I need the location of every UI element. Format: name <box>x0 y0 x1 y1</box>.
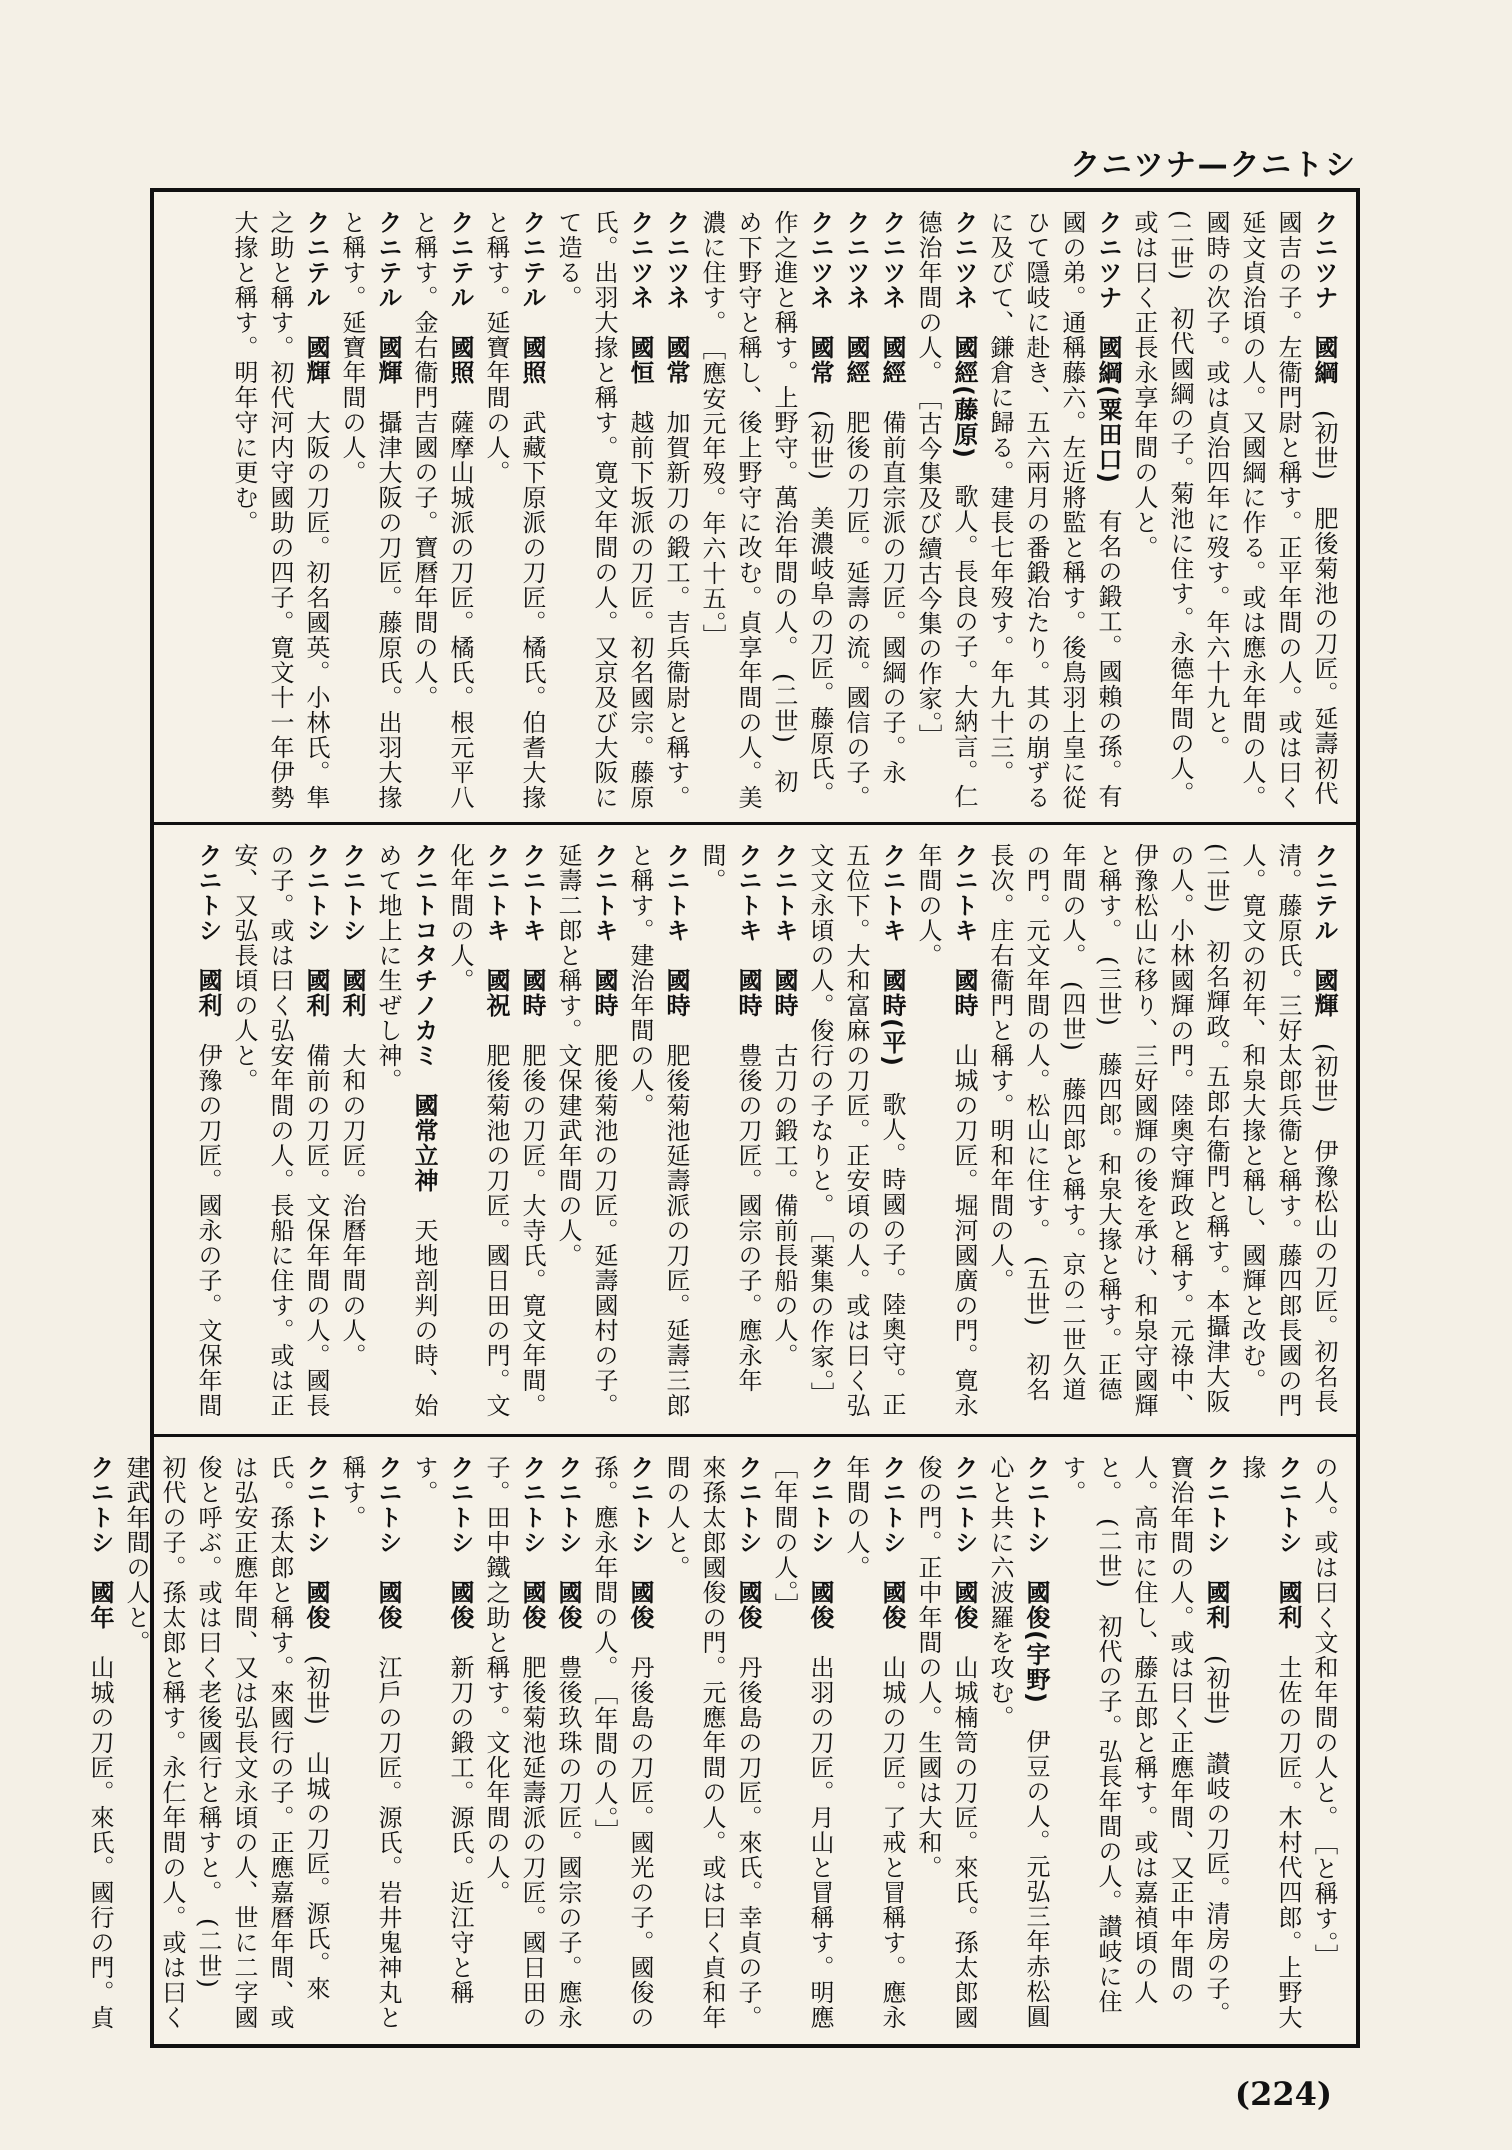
entry-headword: クニトシ 國俊(宇野) <box>1022 1455 1050 1729</box>
entry-headword: クニトコタチノカミ 國常立神 <box>410 843 438 1218</box>
entry-definition: 大阪の刀匠。初名國英。小林氏。隼之助と稱す。初代河内守國助の四子。寛文十一年伊勢大掾と稱す。明年守に更む。 <box>230 210 330 810</box>
dictionary-entry <box>550 210 658 812</box>
dictionary-entry <box>514 843 550 1424</box>
entry-headword: クニトキ 國時 <box>590 843 618 1043</box>
entry-definition: 伊豫の刀匠。國永の子。文保年間 <box>194 1043 222 1418</box>
entry-headword: クニトキ 國時 <box>950 843 978 1043</box>
dictionary-entry <box>982 210 1126 812</box>
entry-definition: 丹後島の刀匠。國光の子。國俊の孫。應永年間の人。 ［年間の人。］ <box>590 1455 654 2030</box>
entry-headword: クニトシ 國年 <box>86 1455 114 1655</box>
entry-definition: 歌人。長良の子。大納言。仁德治年間の人。 ［古今集及び續古今集の作家。］ <box>914 210 978 809</box>
entry-definition: 備前の刀匠。文保年間の人。國長の子。或は曰く弘安年間の人。長船に住す。或は正安、又弘長頃の人と。 <box>230 843 330 1418</box>
entry-definition: 加賀新刀の鍛工。吉兵衞尉と稱す。 <box>662 410 690 810</box>
dictionary-entry <box>478 210 550 812</box>
page-number: (224) <box>1234 2075 1332 2113</box>
entry-headword: クニツネ 國經(藤原) <box>950 210 978 484</box>
entry-headword: クニツナ 國綱 <box>1310 210 1338 410</box>
entry-headword: クニトシ 國利 <box>194 843 222 1043</box>
dictionary-entry <box>550 843 622 1424</box>
entry-headword: クニトキ 國時 <box>770 843 798 1043</box>
entry-headword: クニツネ 國常 <box>662 210 690 410</box>
dictionary-entry <box>1126 210 1198 812</box>
entry-definition: 歌人。時國の子。陸奧守。正五位下。大和富麻の刀匠。正安頃の人。或は曰く弘文文永頃の人。俊行の子なりと。 ［薬集の作家。］ <box>806 843 906 1418</box>
dictionary-entry <box>1198 210 1342 812</box>
entry-headword: クニトキ 國時 <box>518 843 546 1043</box>
dictionary-entry <box>550 1455 586 2038</box>
entry-definition: 丹後島の刀匠。來氏。幸貞の子。來孫太郎國俊の門。元應年間の人。或は曰く貞和年間の人と。 <box>662 1455 762 2030</box>
entry-headword: クニトキ 國時 <box>734 843 762 1043</box>
dictionary-entry <box>190 843 226 1424</box>
dictionary-entry <box>910 843 982 1424</box>
entry-definition: 天地剖判の時、始めて地上に生ぜし神。 <box>374 843 438 1418</box>
dictionary-entry <box>802 843 910 1424</box>
entry-definition: 古刀の鍛工。備前長船の人。 <box>770 1043 798 1368</box>
entry-definition: (初世) 肥後菊池の刀匠。延壽初代國吉の子。左衞門尉と稱す。正平年間の人。或は曰く延文貞治頃の人。又國綱に作る。或は應永年間の人。國時の次子。或は貞治四年に歿す。年六十九と。 <box>1202 210 1338 810</box>
entry-definition: の人。或は曰く文和年間の人と。 ［と稱す。］ <box>1310 1455 1338 1969</box>
dictionary-entry <box>982 843 1234 1424</box>
dictionary-entry <box>766 1455 838 2055</box>
dictionary-entry <box>406 1455 478 2038</box>
dictionary-entry <box>694 210 838 812</box>
entry-definition: 武藏下原派の刀匠。橘氏。伯耆大掾と稱す。延寶年間の人。 <box>482 210 546 810</box>
entry-definition: 山城の刀匠。了戒と冒稱す。應永年間の人。 <box>842 1455 906 2030</box>
dictionary-entry <box>982 1455 1054 2038</box>
entry-headword: クニトキ 國時(平) <box>878 843 906 1092</box>
entry-headword: クニツネ 國常 <box>806 210 834 410</box>
entry-definition: 伊豆の人。元弘三年赤松圓心と共に六波羅を攻む。 <box>986 1455 1050 2029</box>
section-middle <box>154 822 1356 1434</box>
entry-definition: 大和の刀匠。治曆年間の人。 <box>338 1043 366 1368</box>
entry-headword: クニツネ 國恒 <box>626 210 654 410</box>
running-header: クニツナ—クニトシ <box>1070 148 1357 183</box>
dictionary-entry <box>1306 1455 1342 2038</box>
section-bottom <box>86 1434 1356 2055</box>
entry-headword: クニトシ 國利 <box>1202 1455 1230 1655</box>
entry-definition: (初世) 山城の刀匠。源氏。來氏。孫太郎と稱す。來國行の子。正應嘉曆年間、或は弘安正應年間、又は弘長文永頃の人、世に二字國俊と呼ぶ。或は曰く老後國行と稱すと。 (二世) 初代の子。孫太郎と稱す。永仁年間の人。或は曰く建武年間の人と。 <box>122 1455 330 2030</box>
entry-definition: 備前直宗派の刀匠。國綱の子。永 <box>878 410 906 785</box>
dictionary-entry <box>658 1455 766 2038</box>
dictionary-entry <box>118 1455 334 2038</box>
entry-definition: 薩摩山城派の刀匠。橘氏。根元平八と稱す。金右衞門吉國の子。寶曆年間の人。 <box>410 210 474 810</box>
entry-headword: クニテル 國輝 <box>374 210 402 410</box>
section-text <box>168 210 1342 812</box>
entry-headword: クニトシ 國俊 <box>302 1455 330 1655</box>
entry-headword: クニトキ 國祝 <box>482 843 510 1043</box>
dictionary-entry <box>478 1455 550 2038</box>
dictionary-entry <box>1054 1455 1234 2038</box>
entry-headword: クニトシ 國利 <box>1274 1455 1302 1655</box>
entry-headword: クニトシ 國俊 <box>554 1455 582 1655</box>
entry-headword: クニトシ 國俊 <box>518 1455 546 1655</box>
entry-headword: クニテル 國照 <box>446 210 474 410</box>
dictionary-entry <box>658 210 694 812</box>
entry-headword: クニトシ 國俊 <box>734 1455 762 1655</box>
entry-definition: 攝津大阪の刀匠。藤原氏。出羽大掾と稱す。延寶年間の人。 <box>338 210 402 810</box>
dictionary-entry <box>442 843 514 1424</box>
dictionary-entry <box>838 1455 910 2038</box>
entry-definition: (初世) 讃岐の刀匠。清房の子。寶治年間の人。或は曰く正應年間、又正中年間の人。高市に住し、藤五郎と稱す。或は嘉禎頃の人と。 (二世) 初代の子。弘長年間の人。讃岐に住す。 <box>1058 1455 1230 2026</box>
dictionary-entry <box>226 843 334 1424</box>
entry-definition: 肥後の刀匠。延壽の流。國信の子。 <box>842 410 870 810</box>
entry-headword: クニトキ 國時 <box>662 843 690 1043</box>
entry-definition: 山城の刀匠。來氏。國行の門。貞 <box>86 1655 114 2030</box>
entry-headword: クニトシ 國利 <box>338 843 366 1043</box>
entry-definition: 肥後菊池の刀匠。延壽國村の子。延壽二郎と稱す。文保建武年間の人。 <box>554 843 618 1418</box>
dictionary-entry <box>406 210 478 812</box>
entry-definition: 肥後菊池延壽派の刀匠。延壽三郎と稱す。建治年間の人。 <box>626 843 690 1418</box>
entry-definition: (初世) 美濃岐阜の刀匠。藤原氏。作之進と稱す。上野守。萬治年間の人。 (二世) 初め下野守と稱し、後上野守に改む。貞享年間の人。美濃に住す。 ［應安元年歿。年六十五。］ <box>698 210 834 810</box>
entry-headword: クニトシ 國利 <box>302 843 330 1043</box>
entry-headword: クニツネ 國經 <box>878 210 906 410</box>
section-top <box>154 192 1356 822</box>
entry-definition: 肥後菊池の刀匠。國日田の門。文化年間の人。 <box>446 843 510 1418</box>
dictionary-entry <box>334 210 406 812</box>
entry-headword: クニテル 國輝 <box>1310 843 1338 1043</box>
entry-definition: 有名の鍛工。國賴の孫。有國の弟。通稱藤六。左近將監と稱す。後鳥羽上皇に從ひて隱岐に赴き、五六兩月の番鍛冶たり。其の崩ずるに及びて、鎌倉に歸る。建長七年歿す。年九十三。 <box>986 210 1122 810</box>
dictionary-entry <box>334 1455 406 2038</box>
entry-headword: クニツネ 國經 <box>842 210 870 410</box>
entry-definition: (初世) 伊豫松山の刀匠。初名長清。藤原氏。三好太郎兵衞と稱す。藤四郎長國の門人。寛文の初年、和泉大掾と稱し、國輝と改む。 <box>1238 843 1338 1418</box>
entry-definition: 出羽の刀匠。月山と冒稱す。明應 ［年間の人。］ <box>770 1455 834 2055</box>
dictionary-entry <box>766 843 802 1424</box>
entry-headword: クニトシ 國俊 <box>950 1455 978 1655</box>
dictionary-entry <box>910 1455 982 2038</box>
entry-definition: (二世) 初名輝政。五郎右衞門と稱す。本攝津大阪の人。小林國輝の門。陸奧守輝政と稱す。元祿中、伊豫松山に移り、三好國輝の後を承け、和泉守國輝と稱す。 (三世) 藤四郎。和泉大掾と稱す。正德年間の人。 (四世) 藤四郎と稱す。京の二世久道の門。元文年間の人。松山に住す。 (五世) 初名長次。庄右衞門と稱す。明和年間の人。 <box>986 843 1230 1418</box>
entry-definition: 豊後玖珠の刀匠。國宗の子。應永 <box>554 1655 582 2030</box>
entry-definition: (二世) 初代國綱の子。菊池に住す。永德年間の人。或は曰く正長永享年間の人と。 <box>1130 210 1194 806</box>
entry-definition: 土佐の刀匠。木村代四郎。上野大掾 <box>1238 1455 1302 2030</box>
dictionary-entry <box>694 843 766 1424</box>
dictionary-entry <box>1234 1455 1306 2038</box>
entry-headword: クニトシ 國俊 <box>446 1455 474 1655</box>
dictionary-entry <box>838 210 874 812</box>
section-text <box>86 1455 1342 2055</box>
dictionary-entry <box>910 210 982 812</box>
entry-headword: クニテル 國輝 <box>302 210 330 410</box>
dictionary-entry <box>874 210 910 812</box>
dictionary-entry <box>82 1455 118 2038</box>
entry-headword: クニトシ 國俊 <box>806 1455 834 1655</box>
entry-headword: クニトシ 國俊 <box>626 1455 654 1655</box>
entry-headword: クニツナ 國綱(粟田口) <box>1094 210 1122 509</box>
entry-definition: 山城の刀匠。堀河國廣の門。寛永年間の人。 <box>914 843 978 1418</box>
dictionary-entry <box>370 843 442 1424</box>
dictionary-entry <box>226 210 334 812</box>
section-text <box>168 843 1342 1424</box>
entry-definition: 江戶の刀匠。源氏。岩井鬼神丸と稱す。 <box>338 1455 402 2030</box>
entry-definition: 豊後の刀匠。國宗の子。應永年間。 <box>698 843 762 1393</box>
dictionary-entry <box>1234 843 1342 1424</box>
page-frame <box>86 188 1360 2055</box>
entry-definition: 肥後菊池延壽派の刀匠。國日田の子。田中鐵之助と稱す。文化年間の人。 <box>482 1455 546 2030</box>
entry-definition: 肥後の刀匠。大寺氏。寛文年間。 <box>518 1043 546 1418</box>
entry-headword: クニテル 國照 <box>518 210 546 410</box>
entry-definition: 新刀の鍛工。源氏。近江守と稱す。 <box>410 1455 474 2005</box>
dictionary-entry <box>622 843 694 1424</box>
entry-definition: 山城楠笥の刀匠。來氏。孫太郎國俊の門。正中年間の人。生國は大和。 <box>914 1455 978 2030</box>
entry-definition: 越前下坂派の刀匠。初名國宗。藤原氏。出羽大掾と稱す。寛文年間の人。又京及び大阪にて造る。 <box>554 210 654 810</box>
dictionary-entry <box>586 1455 658 2038</box>
entry-headword: クニトシ 國俊 <box>878 1455 906 1655</box>
dictionary-entry <box>334 843 370 1424</box>
entry-headword: クニトシ 國俊 <box>374 1455 402 1655</box>
